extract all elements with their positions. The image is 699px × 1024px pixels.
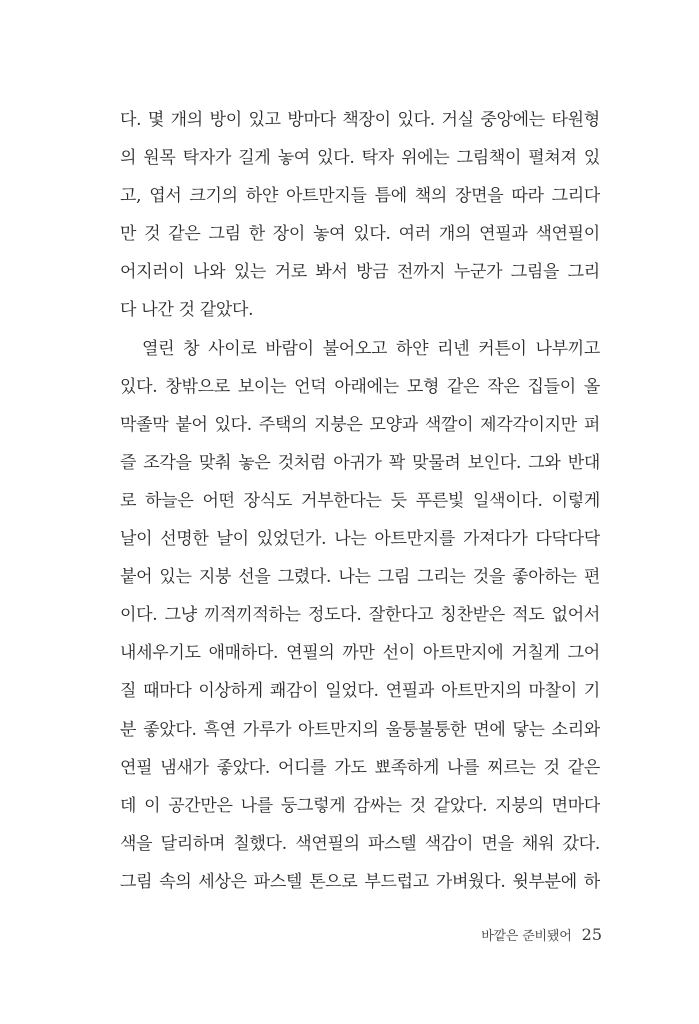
text-line: 있다. 창밖으로 보이는 언덕 아래에는 모형 같은 작은 집들이 올: [120, 376, 600, 397]
text-line: 고, 엽서 크기의 하얀 아트만지들 틈에 책의 장면을 따라 그리다: [120, 186, 600, 207]
text-line: 어지러이 나와 있는 거로 봐서 방금 전까지 누군가 그림을 그리: [120, 262, 600, 283]
text-line: 만 것 같은 그림 한 장이 놓여 있다. 여러 개의 연필과 색연필이: [120, 224, 600, 245]
text-line: 질 때마다 이상하게 쾌감이 일었다. 연필과 아트만지의 마찰이 기: [120, 681, 600, 702]
text-line: 붙어 있는 지붕 선을 그렸다. 나는 그림 그리는 것을 좋아하는 편: [120, 567, 600, 588]
text-line: 막졸막 붙어 있다. 주택의 지붕은 모양과 색깔이 제각각이지만 퍼: [120, 414, 600, 435]
text-line: 이다. 그냥 끼적끼적하는 정도다. 잘한다고 칭찬받은 적도 없어서: [120, 605, 600, 626]
text-line: 연필 냄새가 좋았다. 어디를 가도 뾰족하게 나를 찌르는 것 같은: [120, 757, 600, 778]
text-line: 열린 창 사이로 바람이 불어오고 하얀 리넨 커튼이 나부끼고: [142, 338, 600, 359]
body-text: [120, 101, 600, 901]
text-line: 그림 속의 세상은 파스텔 톤으로 부드럽고 가벼웠다. 윗부분에 하: [120, 871, 600, 892]
text-line: 다 나간 것 같았다.: [120, 300, 254, 321]
text-line: 색을 달리하며 칠했다. 색연필의 파스텔 색감이 면을 채워 갔다.: [120, 833, 600, 854]
running-title: 바깥은 준비됐어: [481, 929, 572, 944]
text-line: 날이 선명한 날이 있었던가. 나는 아트만지를 가져다가 다닥다닥: [120, 529, 600, 550]
text-line: 분 좋았다. 흑연 가루가 아트만지의 울퉁불퉁한 면에 닿는 소리와: [120, 719, 600, 740]
page-footer: [481, 925, 602, 944]
text-line: 의 원목 탁자가 길게 놓여 있다. 탁자 위에는 그림책이 펼쳐져 있: [120, 148, 600, 169]
text-line: 로 하늘은 어떤 장식도 거부한다는 듯 푸른빛 일색이다. 이렇게: [120, 490, 600, 511]
text-line: 내세우기도 애매하다. 연필의 까만 선이 아트만지에 거칠게 그어: [120, 643, 600, 664]
text-line: 다. 몇 개의 방이 있고 방마다 책장이 있다. 거실 중앙에는 타원형: [120, 110, 600, 130]
text-line: 즐 조각을 맞춰 놓은 것처럼 아귀가 꽉 맞물려 보인다. 그와 반대: [120, 452, 600, 473]
page-number: 25: [581, 925, 602, 944]
text-line: 데 이 공간만은 나를 둥그렇게 감싸는 것 같았다. 지붕의 면마다: [120, 795, 600, 816]
